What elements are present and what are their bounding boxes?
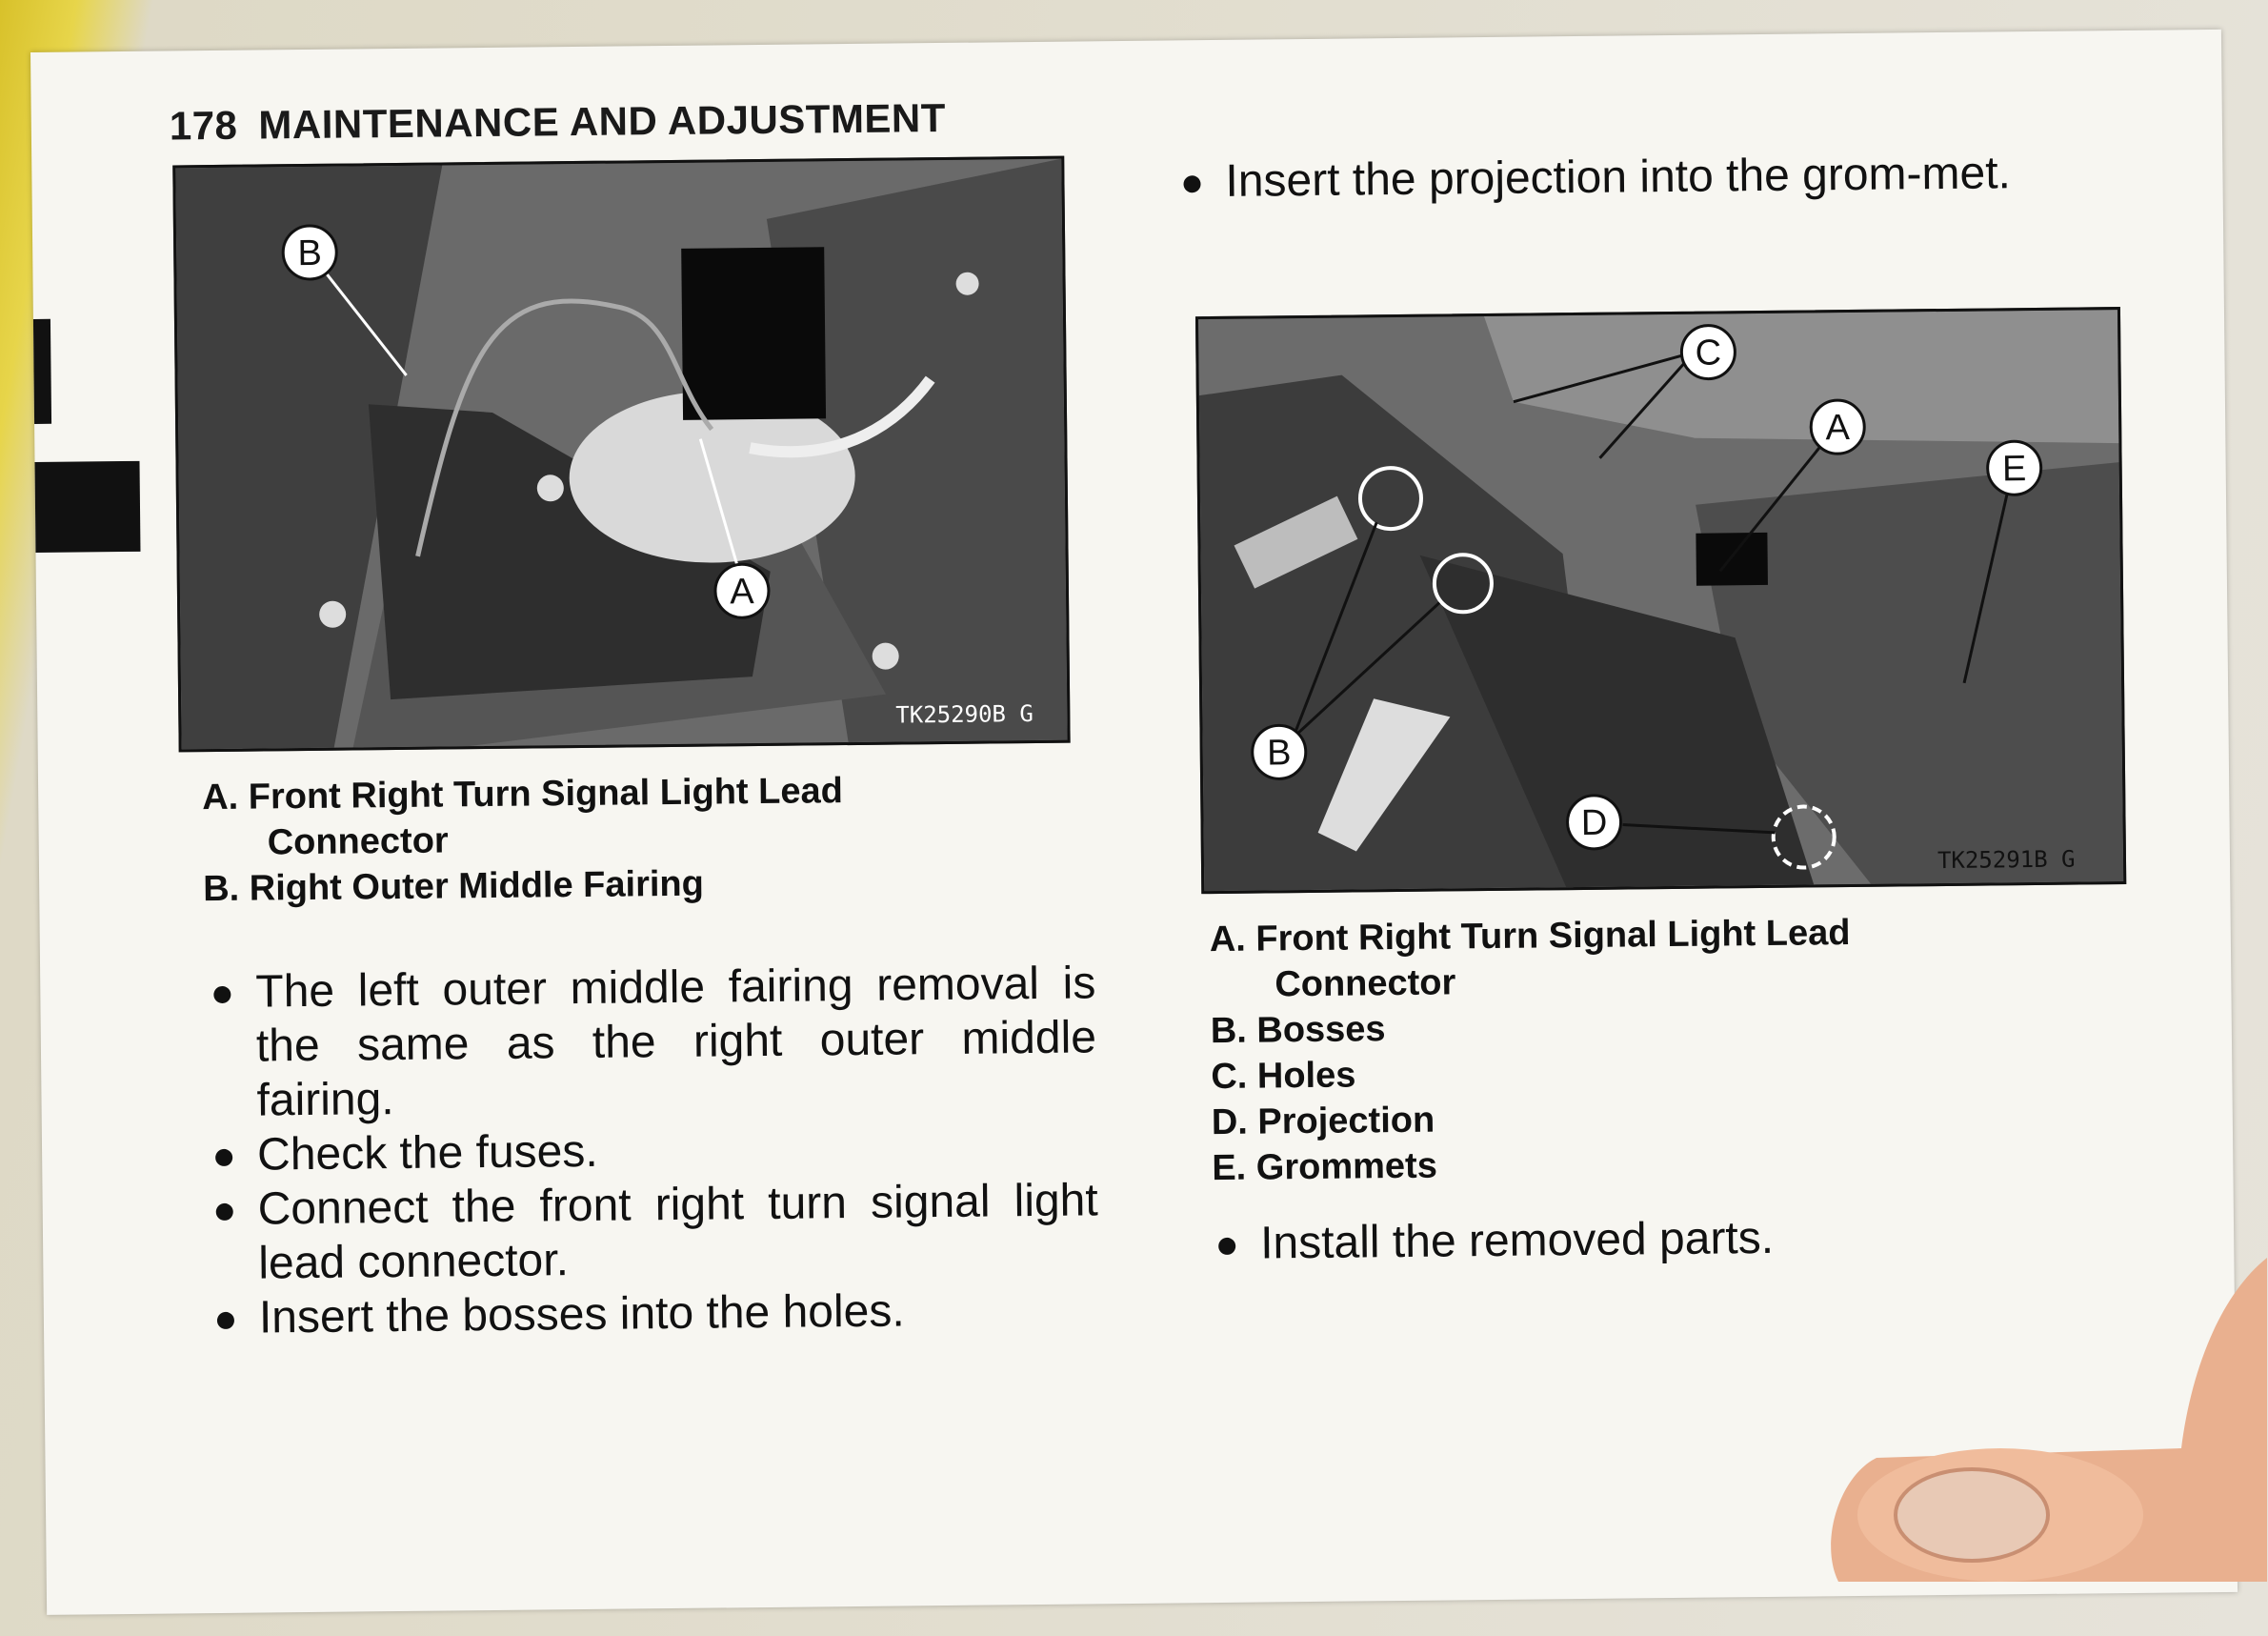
callout-d: D [1580,802,1608,843]
callout-a: A [730,572,754,613]
caption-item-a: A. Front Right Turn Signal Light Lead [1209,913,1851,960]
callout-c: C [1695,333,1722,374]
caption-item-c: C. Holes [1211,1055,1356,1098]
caption-item-d: D. Projection [1211,1100,1435,1143]
page-number: 178 [169,102,238,149]
callout-a: A [1825,408,1851,449]
caption-item-e: E. Grommets [1212,1145,1438,1189]
figure-2-illustration [1198,310,2123,891]
callout-b: B [297,232,323,274]
figure-2-photo [1195,307,2126,894]
figure-2-code: TK25291B G [1937,845,2076,875]
callout-e: E [2001,449,2027,490]
right-steps-top-list [1179,145,2085,209]
figure-1-illustration [175,159,1067,750]
caption-item-b: B. Right Outer Middle Fairing [202,863,705,910]
thumb-image [1819,1258,2267,1582]
binder-mark [33,319,51,424]
step-item: Insert the bosses into the holes. [213,1282,1100,1345]
left-steps-list [210,956,1099,1345]
step-item: Install the removed parts. [1214,1208,2073,1271]
section-title: MAINTENANCE AND ADJUSTMENT [258,94,947,148]
page-header [170,95,968,150]
figure-1-code: TK25290B G [895,700,1034,729]
figure-1-photo [172,156,1070,753]
step-item: Check the fuses. [211,1119,1098,1182]
caption-item-a-cont: Connector [1274,962,1456,1005]
figure-1-caption [202,768,844,912]
figure-2-caption [1210,910,1854,1191]
caption-item-a: A. Front Right Turn Signal Light Lead [201,771,844,818]
callout-b: B [1266,733,1292,774]
step-item: Connect the front right turn signal light lead connector. [211,1173,1098,1291]
caption-item-b: B. Bosses [1210,1009,1386,1052]
step-item: The left outer middle fairing removal is the same as the right outer middle fairing. [210,956,1097,1128]
section-thumb-tab [35,461,141,553]
caption-item-a-cont: Connector [267,820,449,863]
step-item: Insert the projection into the grom-met. [1179,145,2085,209]
